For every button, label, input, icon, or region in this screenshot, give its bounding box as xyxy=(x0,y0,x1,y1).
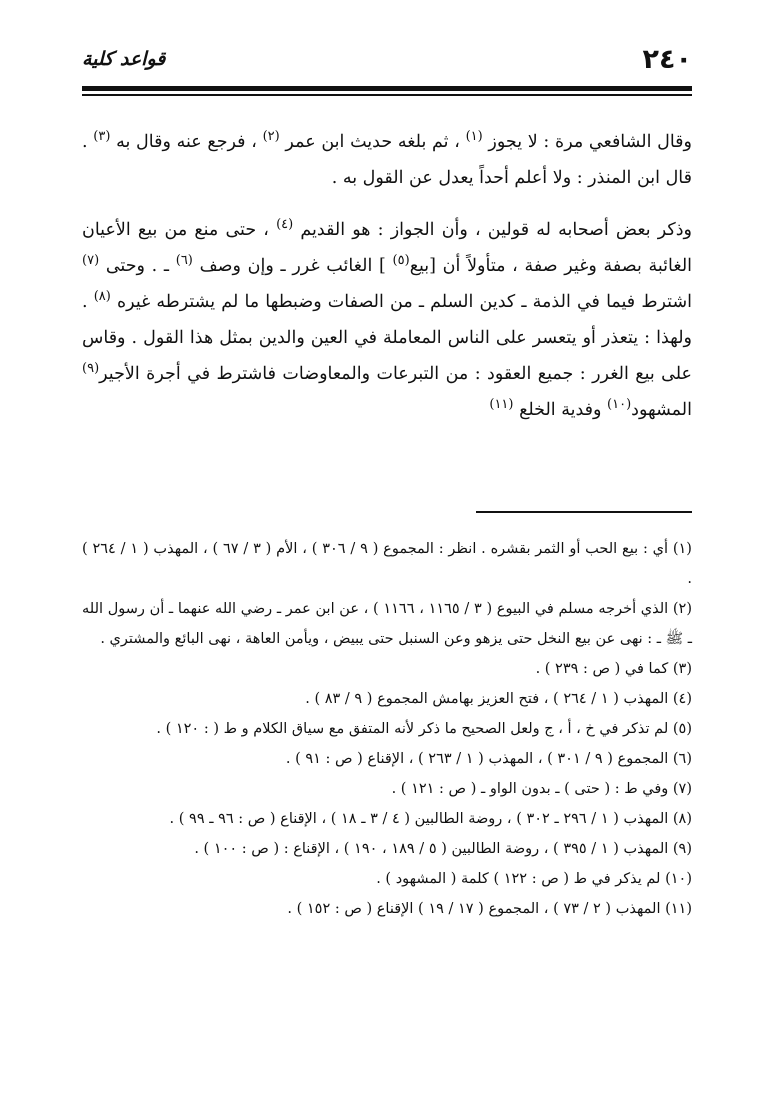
footnote-ref-6: (٦) xyxy=(175,253,193,268)
footnote-4: (٤) المهذب ( ١ / ٢٦٤ ) ، فتح العزيز بهامش المجموع ( ٩ / ٨٣ ) . xyxy=(305,691,692,707)
footnote-ref-3: (٣) xyxy=(93,129,111,144)
footnote-1: (١) أي : بيع الحب أو الثمر بقشره . انظر : المجموع ( ٩ / ٣٠٦ ) ، الأم ( ٣ / ٦٧ ) ، المهذب ( ١ / ٢٦٤ ) . xyxy=(82,541,692,587)
text-run: ، فرجع عنه وقال به xyxy=(110,132,263,152)
text-run: . ولهذا : يتعذر أو يتعسر على الناس المعاملة في العين والدين بمثل هذا القول . وقاس على بيع الغرر : جميع العقود : من التبرعات والمعاوضات فاشترط في أجرة الأجير xyxy=(82,292,692,384)
footnote-ref-11: (١١) xyxy=(489,397,514,412)
text-run: وذكر بعض أصحابه له قولين ، وأن الجواز : هو القديم xyxy=(293,220,693,240)
footnote-2: (٢) الذي أخرجه مسلم في البيوع ( ٣ / ١١٦٥ ، ١١٦٦ ) ، عن ابن عمر ـ رضي الله عنهما ـ أن رسول الله ـ ﷺ ـ : نهى عن بيع النخل حتى يزهو وعن السنبل حتى يبيض ، ويأمن العاهة ، نهى البائع والمشتري . xyxy=(82,601,692,647)
text-run: ـ . وحتى xyxy=(99,256,176,276)
header-rule-thick xyxy=(82,86,692,91)
main-text xyxy=(82,124,692,428)
footnote-ref-1: (١) xyxy=(465,129,483,144)
footnote-separator xyxy=(476,511,692,513)
footnote-10: (١٠) لم يذكر في ط ( ص : ١٢٢ ) كلمة ( المشهود ) . xyxy=(376,871,692,887)
text-run: ، ثم بلغه حديث ابن عمر xyxy=(279,132,466,152)
text-run: وقال الشافعي مرة : لا يجوز xyxy=(482,132,693,152)
footnote-ref-10: (١٠) xyxy=(607,397,632,412)
text-run: المشهود xyxy=(631,400,692,420)
text-run: ] الغائب غرر ـ وإن وصف xyxy=(192,256,393,276)
page-number: ٢٤٠ xyxy=(642,44,692,75)
footnotes xyxy=(82,534,692,924)
footnote-ref-5: (٥) xyxy=(392,253,410,268)
footnote-3: (٣) كما في ( ص : ٢٣٩ ) . xyxy=(535,661,692,677)
footnote-11: (١١) المهذب ( ٢ / ٧٣ ) ، المجموع ( ١٧ / ١٩ ) الإقناع ( ص : ١٥٢ ) . xyxy=(287,901,692,917)
paragraph-2 xyxy=(82,212,692,428)
footnote-ref-4: (٤) xyxy=(276,217,294,232)
footnote-ref-2: (٢) xyxy=(262,129,280,144)
footnote-ref-8: (٨) xyxy=(93,289,111,304)
text-run: وفدية الخلع xyxy=(513,400,608,420)
footnote-6: (٦) المجموع ( ٩ / ٣٠١ ) ، المهذب ( ١ / ٢٦٣ ) ، الإقناع ( ص : ٩١ ) . xyxy=(285,751,692,767)
text-run: . قال ابن المنذر : ولا أعلم أحداً يعدل عن القول به . xyxy=(82,132,692,188)
footnote-8: (٨) المهذب ( ١ / ٢٩٦ ـ ٣٠٢ ) ، روضة الطالبين ( ٤ / ٣ ـ ١٨ ) ، الإقناع ( ص : ٩٦ ـ ٩٩ ) . xyxy=(169,811,692,827)
running-title: قواعد كلية xyxy=(82,48,166,70)
footnote-ref-9: (٩) xyxy=(82,361,100,376)
footnote-5: (٥) لم تذكر في خ ، أ ، ج ولعل الصحيح ما ذكر لأنه المتفق مع سياق الكلام و ط ( : ١٢٠ ) . xyxy=(156,721,692,737)
text-run: ، حتى منع من بيع الأعيان الغائبة بصفة وغير صفة ، متأولاً أن [بيع xyxy=(82,220,693,276)
footnote-9: (٩) المهذب ( ١ / ٣٩٥ ) ، روضة الطالبين ( ٥ / ١٨٩ ، ١٩٠ ) ، الإقناع : ( ص : ١٠٠ ) . xyxy=(194,841,692,857)
header-rule-thin xyxy=(82,94,692,96)
footnote-ref-7: (٧) xyxy=(82,253,100,268)
page-header xyxy=(82,44,692,80)
paragraph-1 xyxy=(82,124,692,196)
text-run: اشترط فيما في الذمة ـ كدين السلم ـ من الصفات وضبطها ما لم يشترطه غيره xyxy=(110,292,692,312)
footnote-7: (٧) وفي ط : ( حتى ) ـ بدون الواو ـ ( ص : ١٢١ ) . xyxy=(391,781,692,797)
